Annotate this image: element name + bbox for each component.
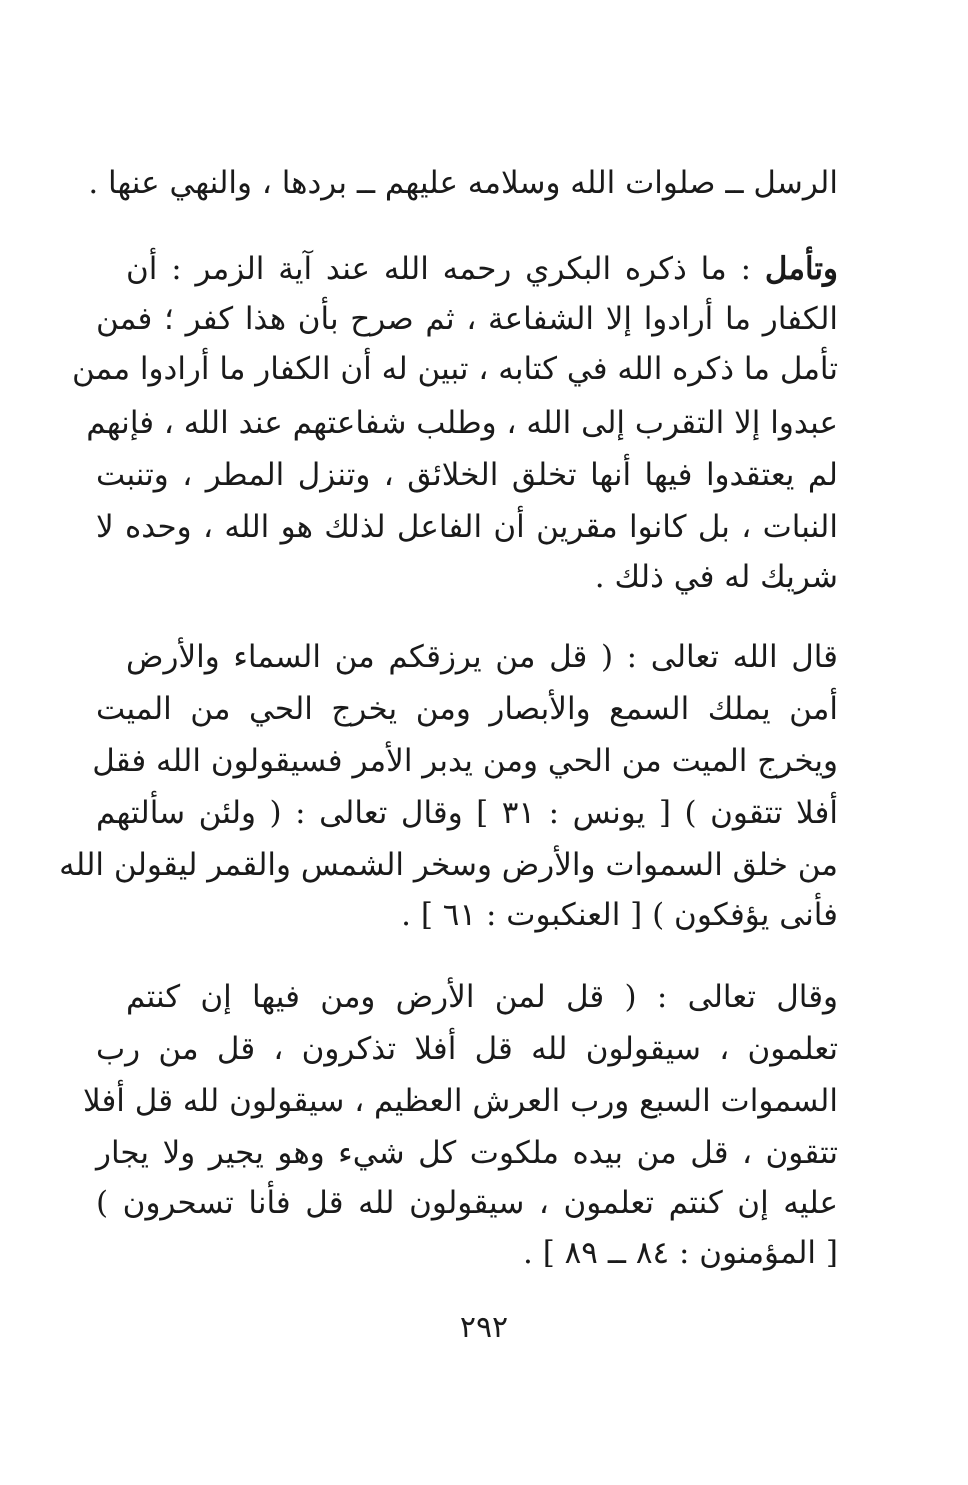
text-line: السموات السبع ورب العرش العظيم ، سيقولون لله قل أفلا [82, 1083, 838, 1119]
text-line: تتقون ، قل من بيده ملكوت كل شيء وهو يجير ولا يجار [96, 1135, 838, 1171]
text-line: من خلق السموات والأرض وسخر الشمس والقمر ليقولن الله [59, 847, 838, 883]
text-line: أمن يملك السمع والأبصار ومن يخرج الحي من الميت [96, 691, 838, 727]
text-line: عبدوا إلا التقرب إلى الله ، وطلب شفاعتهم عند الله ، فإنهم [86, 405, 838, 441]
page-body [59, 0, 838, 1485]
text-line: قال الله تعالى : ( قل من يرزقكم من السماء والأرض [126, 639, 838, 675]
bold-lead-word: وتأمل [764, 251, 838, 287]
page-number: ٢٩٢ [459, 1310, 509, 1345]
text-line [126, 244, 838, 294]
text-line: وقال تعالى : ( قل لمن الأرض ومن فيها إن كنتم [126, 979, 838, 1015]
text-line: النبات ، بل كانوا مقرين أن الفاعل لذلك هو الله ، وحده لا [96, 509, 838, 545]
text-line: الكفار ما أرادوا إلا الشفاعة ، ثم صرح بأن هذا كفر ؛ فمن [96, 301, 838, 337]
text-line: تأمل ما ذكره الله في كتابه ، تبين له أن الكفار ما أرادوا ممن [71, 351, 838, 387]
text-line: [ المؤمنون : ٨٤ ــ ٨٩ ] . [523, 1235, 838, 1271]
text-line: ويخرج الميت من الحي ومن يدبر الأمر فسيقولون الله فقل [92, 743, 838, 779]
text-line: تعلمون ، سيقولون لله قل أفلا تذكرون ، قل من رب [96, 1031, 838, 1067]
text-line: الرسل ــ صلوات الله وسلامه عليهم ــ بردها ، والنهي عنها . [88, 165, 838, 201]
text-line-rest: : ما ذكره البكري رحمه الله عند آية الزمر : أن [126, 251, 765, 287]
text-line: لم يعتقدوا فيها أنها تخلق الخلائق ، وتنزل المطر ، وتنبت [96, 457, 838, 493]
text-line: عليه إن كنتم تعلمون ، سيقولون لله قل فأنا تسحرون ) [96, 1185, 838, 1221]
text-line: فأنى يؤفكون ) [ العنكبوت : ٦١ ] . [401, 897, 838, 933]
text-line: أفلا تتقون ) [ يونس : ٣١ ] وقال تعالى : ( ولئن سألتهم [96, 795, 838, 831]
text-line: شريك له في ذلك . [594, 559, 838, 595]
